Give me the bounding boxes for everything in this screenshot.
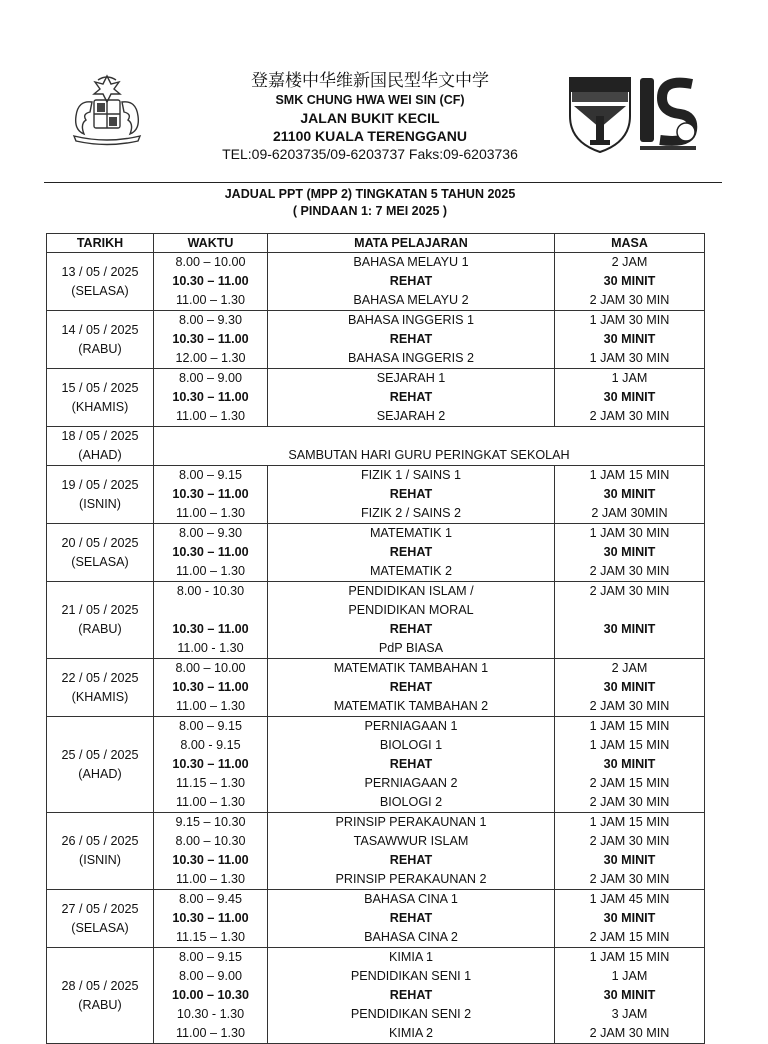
subject-name: REHAT (389, 332, 433, 346)
time-slot: 10.00 – 10.30 (171, 988, 250, 1002)
exam-day: (ISNIN) (79, 853, 121, 867)
title-line-1: JADUAL PPT (MPP 2) TINGKATAN 5 TAHUN 2025 (224, 187, 516, 201)
subject-name: MATEMATIK TAMBAHAN 1 (333, 661, 489, 675)
time-slot: 11.15 – 1.30 (175, 776, 246, 790)
duration: 2 JAM 30MIN (591, 506, 668, 520)
event-label: SAMBUTAN HARI GURU PERINGKAT SEKOLAH (288, 448, 570, 462)
subject-cell (268, 524, 555, 582)
time-slot: 10.30 – 11.00 (172, 487, 249, 501)
table-row (47, 813, 705, 890)
malaysia-coat-of-arms-icon (68, 72, 146, 146)
waktu-cell (154, 524, 268, 582)
subject-name: BAHASA INGGERIS 2 (348, 351, 474, 365)
duration: 3 JAM (611, 1007, 648, 1021)
subject-cell (268, 717, 555, 813)
exam-day: (ISNIN) (79, 496, 121, 511)
exam-day: (SELASA) (71, 554, 129, 569)
table-header-row (47, 234, 705, 253)
exam-date: 19 / 05 / 2025 (61, 477, 139, 492)
time-slot: 8.00 – 9.30 (178, 526, 243, 540)
time-slot: 10.30 – 11.00 (172, 390, 249, 404)
time-slot: 10.30 – 11.00 (172, 332, 249, 346)
subject-name: FIZIK 1 / SAINS 1 (360, 468, 462, 482)
address-line-1: JALAN BUKIT KECIL (300, 110, 440, 126)
time-slot: 8.00 – 10.30 (175, 834, 246, 848)
subject-name: REHAT (389, 390, 433, 404)
exam-date: 27 / 05 / 2025 (61, 901, 139, 916)
exam-date: 15 / 05 / 2025 (61, 380, 139, 395)
title-line-2: ( PINDAAN 1: 7 MEI 2025 ) (292, 204, 448, 218)
time-slot: 8.00 – 10.00 (175, 255, 246, 269)
masa-cell (555, 948, 705, 1044)
duration: 2 JAM 30 MIN (589, 834, 670, 848)
time-slot: 10.30 – 11.00 (172, 622, 249, 636)
duration: 2 JAM 30 MIN (589, 293, 670, 307)
address-line-2: 21100 KUALA TERENGGANU (273, 128, 467, 144)
duration: 30 MINIT (603, 911, 656, 925)
subject-cell (268, 369, 555, 427)
subject-cell (268, 948, 555, 1044)
exam-date: 25 / 05 / 2025 (61, 747, 139, 762)
duration: 1 JAM 15 MIN (589, 719, 670, 733)
duration: 30 MINIT (603, 680, 656, 694)
masa-cell (555, 890, 705, 948)
time-slot: 11.15 – 1.30 (175, 930, 246, 944)
subject-cell (268, 890, 555, 948)
column-header-mata-pelajaran: MATA PELAJARAN (268, 234, 555, 253)
anniversary-logo-icon (638, 74, 698, 154)
exam-schedule-table (46, 233, 705, 1044)
masa-cell (555, 524, 705, 582)
time-slot: 12.00 – 1.30 (175, 351, 246, 365)
subject-name: PENDIDIKAN ISLAM / (348, 584, 474, 598)
duration: 2 JAM 15 MIN (589, 930, 670, 944)
waktu-cell (154, 813, 268, 890)
time-slot: 8.00 – 10.00 (175, 661, 246, 675)
time-slot: 8.00 – 9.15 (178, 950, 243, 964)
duration: 30 MINIT (603, 274, 656, 288)
time-slot: 11.00 – 1.30 (175, 1026, 246, 1040)
date-cell (47, 369, 154, 427)
duration: 30 MINIT (603, 390, 656, 404)
duration: 1 JAM 15 MIN (589, 468, 670, 482)
table-row (47, 369, 705, 427)
exam-date: 20 / 05 / 2025 (61, 535, 139, 550)
masa-cell (555, 311, 705, 369)
time-slot: 9.15 – 10.30 (175, 815, 246, 829)
duration: 30 MINIT (603, 757, 656, 771)
masa-cell (555, 717, 705, 813)
table-row (47, 717, 705, 813)
exam-date: 21 / 05 / 2025 (61, 603, 139, 617)
subject-name: REHAT (389, 622, 433, 636)
table-row (47, 253, 705, 311)
date-cell (47, 890, 154, 948)
waktu-cell (154, 369, 268, 427)
time-slot: 8.00 - 10.30 (176, 584, 245, 598)
subject-name: KIMIA 1 (388, 950, 434, 964)
time-slot: 10.30 – 11.00 (172, 274, 249, 288)
table-row (47, 524, 705, 582)
subject-name: SEJARAH 2 (376, 409, 446, 423)
exam-day: (RABU) (78, 997, 122, 1012)
subject-name: PENDIDIKAN MORAL (348, 603, 474, 617)
subject-cell (268, 813, 555, 890)
time-slot: 10.30 – 11.00 (172, 757, 249, 771)
duration: 2 JAM 30 MIN (589, 699, 670, 713)
duration: 1 JAM 30 MIN (589, 351, 670, 365)
subject-name: KIMIA 2 (388, 1026, 434, 1040)
document-title (150, 186, 590, 220)
subject-name: PRINSIP PERAKAUNAN 1 (335, 815, 487, 829)
school-name: SMK CHUNG HWA WEI SIN (CF) (275, 93, 465, 107)
subject-name: BAHASA MELAYU 1 (353, 255, 469, 269)
column-header-tarikh: TARIKH (47, 234, 154, 253)
duration: 30 MINIT (603, 988, 656, 1002)
subject-name: REHAT (389, 853, 433, 867)
time-slot: 10.30 – 11.00 (172, 680, 249, 694)
exam-day: (AHAD) (78, 766, 122, 781)
school-name-chinese: 登嘉楼中华维新国民型华文中学 (251, 71, 489, 91)
exam-date: 18 / 05 / 2025 (61, 429, 139, 443)
subject-name: REHAT (389, 487, 433, 501)
time-slot: 8.00 – 9.00 (178, 969, 243, 983)
exam-date: 14 / 05 / 2025 (61, 322, 139, 337)
waktu-cell (154, 311, 268, 369)
duration: 2 JAM 30 MIN (589, 872, 670, 886)
table-row (47, 948, 705, 1044)
duration: 30 MINIT (603, 545, 656, 559)
time-slot: 11.00 – 1.30 (175, 872, 246, 886)
waktu-cell (154, 717, 268, 813)
duration: 1 JAM 15 MIN (589, 815, 670, 829)
date-cell (47, 659, 154, 717)
duration: 30 MINIT (603, 853, 656, 867)
table-row (47, 659, 705, 717)
column-header-masa: MASA (555, 234, 705, 253)
time-slot: 8.00 – 9.00 (178, 371, 243, 385)
date-cell (47, 311, 154, 369)
waktu-cell (154, 253, 268, 311)
subject-cell (268, 253, 555, 311)
date-cell (47, 524, 154, 582)
subject-name: TASAWWUR ISLAM (353, 834, 469, 848)
subject-name: PERNIAGAAN 1 (364, 719, 458, 733)
masa-cell (555, 253, 705, 311)
exam-day: (KHAMIS) (71, 399, 129, 414)
masa-cell (555, 369, 705, 427)
time-slot: 10.30 - 1.30 (176, 1007, 245, 1021)
subject-name: BAHASA CINA 2 (364, 930, 458, 944)
duration: 1 JAM 45 MIN (589, 892, 670, 906)
exam-date: 22 / 05 / 2025 (61, 670, 139, 685)
subject-name: PENDIDIKAN SENI 1 (350, 969, 472, 983)
time-slot: 10.30 – 11.00 (172, 911, 249, 925)
subject-name: BAHASA INGGERIS 1 (348, 313, 474, 327)
subject-name: REHAT (389, 545, 433, 559)
duration: 1 JAM (611, 969, 648, 983)
time-slot: 11.00 – 1.30 (175, 293, 246, 307)
column-header-waktu: WAKTU (154, 234, 268, 253)
duration: 1 JAM 30 MIN (589, 526, 670, 540)
duration (555, 601, 704, 620)
exam-date: 28 / 05 / 2025 (61, 978, 139, 993)
duration: 30 MINIT (603, 332, 656, 346)
duration: 2 JAM (611, 661, 648, 675)
table-row (47, 427, 705, 466)
exam-day: (SELASA) (71, 920, 129, 935)
waktu-cell (154, 659, 268, 717)
date-cell (47, 253, 154, 311)
date-cell (47, 466, 154, 524)
waktu-cell (154, 466, 268, 524)
table-row (47, 466, 705, 524)
duration (555, 639, 704, 658)
date-cell (47, 813, 154, 890)
duration: 1 JAM 15 MIN (589, 950, 670, 964)
subject-name: REHAT (389, 680, 433, 694)
subject-name: MATEMATIK 1 (369, 526, 453, 540)
waktu-cell (154, 582, 268, 659)
subject-name: PdP BIASA (378, 641, 444, 655)
time-slot: 11.00 – 1.30 (175, 564, 246, 578)
duration: 2 JAM 30 MIN (589, 409, 670, 423)
subject-name: BIOLOGI 1 (379, 738, 443, 752)
masa-cell (555, 659, 705, 717)
waktu-cell (154, 890, 268, 948)
duration: 2 JAM 15 MIN (589, 776, 670, 790)
duration: 2 JAM 30 MIN (589, 564, 670, 578)
subject-name: PRINSIP PERAKAUNAN 2 (335, 872, 487, 886)
time-slot (154, 601, 267, 620)
subject-name: FIZIK 2 / SAINS 2 (360, 506, 462, 520)
table-row (47, 582, 705, 659)
subject-name: REHAT (389, 757, 433, 771)
time-slot: 11.00 – 1.30 (175, 699, 246, 713)
exam-day: (KHAMIS) (71, 689, 129, 704)
subject-name: REHAT (389, 988, 433, 1002)
header-divider (44, 182, 722, 183)
time-slot: 10.30 – 11.00 (172, 853, 249, 867)
subject-cell (268, 311, 555, 369)
time-slot: 10.30 – 11.00 (172, 545, 249, 559)
subject-name: MATEMATIK 2 (369, 564, 453, 578)
date-cell (47, 717, 154, 813)
time-slot: 8.00 – 9.45 (178, 892, 243, 906)
time-slot: 8.00 – 9.15 (178, 719, 243, 733)
subject-name: PENDIDIKAN SENI 2 (350, 1007, 472, 1021)
duration: 2 JAM (611, 255, 648, 269)
duration: 30 MINIT (603, 487, 656, 501)
subject-name: SEJARAH 1 (376, 371, 446, 385)
subject-name: BAHASA CINA 1 (364, 892, 458, 906)
duration: 2 JAM 30 MIN (589, 584, 670, 598)
subject-cell (268, 659, 555, 717)
time-slot: 8.00 – 9.15 (178, 468, 243, 482)
exam-day: (RABU) (78, 622, 122, 636)
date-cell (47, 582, 154, 659)
exam-date: 13 / 05 / 2025 (61, 264, 139, 279)
subject-cell (268, 582, 555, 659)
duration: 1 JAM 15 MIN (589, 738, 670, 752)
school-shield-logo-icon (568, 76, 632, 154)
time-slot: 8.00 – 9.30 (178, 313, 243, 327)
date-cell (47, 948, 154, 1044)
exam-day: (RABU) (78, 341, 122, 356)
subject-name: MATEMATIK TAMBAHAN 2 (333, 699, 489, 713)
exam-day: (AHAD) (78, 448, 122, 462)
exam-date: 26 / 05 / 2025 (61, 834, 139, 848)
masa-cell (555, 813, 705, 890)
time-slot: 11.00 – 1.30 (175, 506, 246, 520)
letterhead (0, 0, 768, 180)
masa-cell (555, 466, 705, 524)
time-slot: 8.00 - 9.15 (180, 738, 241, 752)
duration: 30 MINIT (603, 622, 656, 636)
subject-name: BIOLOGI 2 (379, 795, 443, 809)
table-row (47, 311, 705, 369)
contact-numbers: TEL:09-6203735/09-6203737 Faks:09-6203736 (222, 146, 518, 162)
subject-name: BAHASA MELAYU 2 (353, 293, 469, 307)
subject-name: REHAT (389, 274, 433, 288)
subject-name: REHAT (389, 911, 433, 925)
masa-cell (555, 582, 705, 659)
time-slot: 11.00 - 1.30 (177, 641, 244, 655)
event-cell (154, 427, 705, 466)
duration: 2 JAM 30 MIN (589, 795, 670, 809)
duration: 2 JAM 30 MIN (589, 1026, 670, 1040)
exam-day: (SELASA) (71, 283, 129, 298)
duration: 1 JAM (611, 371, 648, 385)
subject-name: PERNIAGAAN 2 (364, 776, 458, 790)
time-slot: 11.00 – 1.30 (175, 409, 246, 423)
waktu-cell (154, 948, 268, 1044)
time-slot: 11.00 – 1.30 (175, 795, 246, 809)
date-cell (47, 427, 154, 466)
duration: 1 JAM 30 MIN (589, 313, 670, 327)
table-row (47, 890, 705, 948)
subject-cell (268, 466, 555, 524)
